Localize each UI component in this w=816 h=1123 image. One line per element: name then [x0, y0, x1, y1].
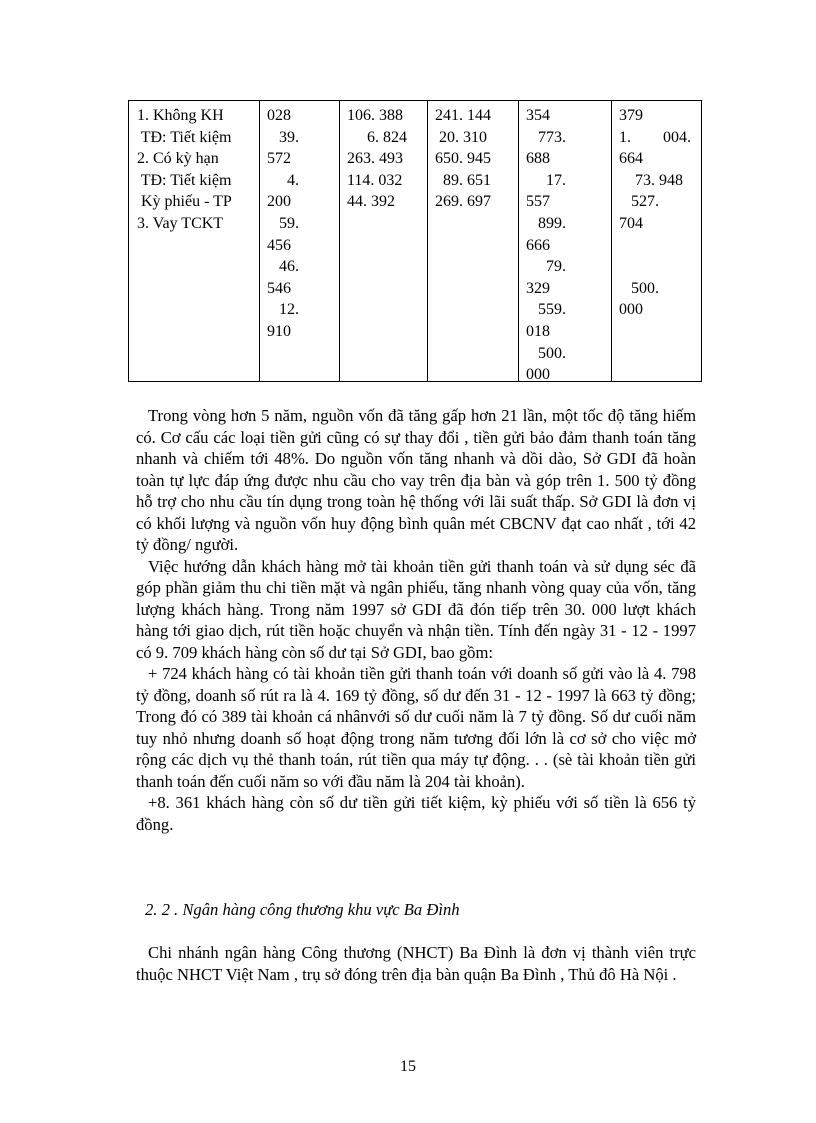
- table-cell-line: 354: [526, 107, 550, 124]
- paragraph: Việc hướng dẫn khách hàng mở tài khoản tiền gửi thanh toán và sử dụng séc đã góp phần giảm thu chi tiền mặt và ngân phiếu, tăng nhanh vòng quay của vốn, tăng lượng khách hàng. Trong năm 1997 sở GDI đã đón tiếp trên 30. 000 lượt khách hàng tới giao dịch, rút tiền hoặc chuyển và nhận tiền. Tính đến ngày 31 - 12 - 1997 có 9. 709 khách hàng còn số dư tại Sở GDI, bao gồm:: [136, 556, 696, 662]
- table-cell-line: 200: [267, 193, 291, 211]
- table-cell-line: 899.: [526, 214, 566, 232]
- table-cell-line: 688: [526, 150, 550, 168]
- table-cell-line: 527.: [619, 193, 659, 211]
- table-cell-line: 028: [267, 107, 291, 124]
- table-cell-line: 114. 032: [347, 171, 403, 189]
- table-cell-line: 1. 004.: [619, 128, 691, 146]
- table-cell-line: 73. 948: [619, 171, 683, 189]
- paragraph: +8. 361 khách hàng còn số dư tiền gửi tiết kiệm, kỳ phiếu với số tiền là 656 tỷ đồng.: [136, 793, 696, 834]
- table-cell-line: 20. 310: [435, 128, 487, 146]
- table-col-6: [619, 105, 691, 321]
- paragraph: Chi nhánh ngân hàng Công thương (NHCT) Ba Đình là đơn vị thành viên trực thuộc NHCT Việt Nam , trụ sở đóng trên địa bàn quận Ba Đình , Thủ đô Hà Nội .: [136, 943, 696, 984]
- table-cell-line: TĐ: Tiết kiệm: [137, 171, 232, 189]
- body-text: [136, 405, 696, 835]
- table-cell-line: 704: [619, 214, 643, 232]
- table-cell-line: 910: [267, 322, 291, 340]
- table-cell-line: 4.: [267, 171, 299, 189]
- table-cell-line: 773.: [526, 128, 566, 146]
- table-cell-line: 6. 824: [347, 128, 407, 146]
- paragraph: Trong vòng hơn 5 năm, nguồn vốn đã tăng gấp hơn 21 lần, một tốc độ tăng hiếm có. Cơ cấu các loại tiền gửi cũng có sự thay đổi , tiền gửi bảo đảm thanh toán tăng nhanh và chiếm tới 48%. Do nguồn vốn tăng nhanh và dồi dào, Sở GDI đã hoàn toàn tự lực đáp ứng được nhu cầu cho vay trên địa bàn và góp trên 1. 500 tỷ đồng hỗ trợ cho nhu cầu tín dụng trong toàn hệ thống với lãi suất thấp. Sở GDI là đơn vị có khối lượng và nguồn vốn huy động bình quân mét CBCNV đạt cao nhất , tới 42 tỷ đồng/ người.: [136, 406, 696, 554]
- table-cell-line: 106. 388: [347, 107, 403, 124]
- table-cell-line: 664: [619, 150, 643, 168]
- table-cell-line: 241. 144: [435, 107, 491, 124]
- table-cell-line: [619, 256, 691, 278]
- table-cell-line: 456: [267, 236, 291, 254]
- table-cell-line: 3. Vay TCKT: [137, 214, 224, 232]
- table-cell-line: 000: [619, 301, 643, 319]
- table-cell-line: 12.: [267, 301, 299, 319]
- table-cell-line: 666: [526, 236, 550, 254]
- table-cell-line: 000: [526, 366, 550, 384]
- table-col-labels: [137, 105, 232, 235]
- table-col-2: [267, 105, 299, 343]
- table-cell-line: 546: [267, 279, 291, 297]
- table-cell-line: 263. 493: [347, 150, 403, 168]
- column-divider: [518, 101, 519, 381]
- table-cell-line: 39.: [267, 128, 299, 146]
- deposit-table: [128, 100, 702, 382]
- table-cell-line: 500.: [619, 279, 659, 297]
- table-cell-line: 79.: [526, 258, 566, 276]
- table-cell-line: 018: [526, 322, 550, 340]
- table-col-4: [435, 105, 491, 213]
- column-divider: [427, 101, 428, 381]
- paragraph: + 724 khách hàng có tài khoản tiền gửi thanh toán với doanh số gửi vào là 4. 798 tỷ đồng, doanh số rút ra là 4. 169 tỷ đồng, số dư đến 31 - 12 - 1997 là 663 tỷ đồng; Trong đó có 389 tài khoản cá nhânvới số dư cuối năm là 7 tỷ đồng. Số dư cuối năm tuy nhỏ nhưng doanh số hoạt động trong năm tương đối lớn là cơ sở cho việc mở rộng các dịch vụ thẻ thanh toán, rút tiền qua máy tự động. . . (sè tài khoản tiền gửi thanh toán đến cuối năm so với đầu năm là 204 tài khoản).: [136, 664, 696, 791]
- table-cell-line: 500.: [526, 344, 566, 362]
- table-cell-line: 379: [619, 107, 643, 124]
- section-heading: 2. 2 . Ngân hàng công thương khu vực Ba Đình: [145, 900, 460, 919]
- table-cell-line: 329: [526, 279, 550, 297]
- table-cell-line: 557: [526, 193, 550, 211]
- table-cell-line: 269. 697: [435, 193, 491, 211]
- column-divider: [259, 101, 260, 381]
- table-cell-line: 44. 392: [347, 193, 395, 211]
- table-cell-line: 2. Có kỳ hạn: [137, 150, 219, 168]
- table-cell-line: 59.: [267, 214, 299, 232]
- page-number: 15: [400, 1058, 416, 1075]
- table-cell-line: 1. Không KH: [137, 107, 224, 124]
- table-cell-line: [619, 235, 691, 257]
- table-cell-line: 572: [267, 150, 291, 168]
- table-cell-line: Kỳ phiếu - TP: [137, 193, 232, 211]
- table-col-3: [347, 105, 407, 213]
- table-cell-line: 46.: [267, 258, 299, 276]
- table-cell-line: 17.: [526, 171, 566, 189]
- table-col-5: [526, 105, 566, 386]
- closing-paragraph: [136, 942, 696, 985]
- table-cell-line: 650. 945: [435, 150, 491, 168]
- column-divider: [339, 101, 340, 381]
- table-cell-line: 89. 651: [435, 171, 491, 189]
- column-divider: [611, 101, 612, 381]
- table-cell-line: 559.: [526, 301, 566, 319]
- table-cell-line: TĐ: Tiết kiệm: [137, 128, 232, 146]
